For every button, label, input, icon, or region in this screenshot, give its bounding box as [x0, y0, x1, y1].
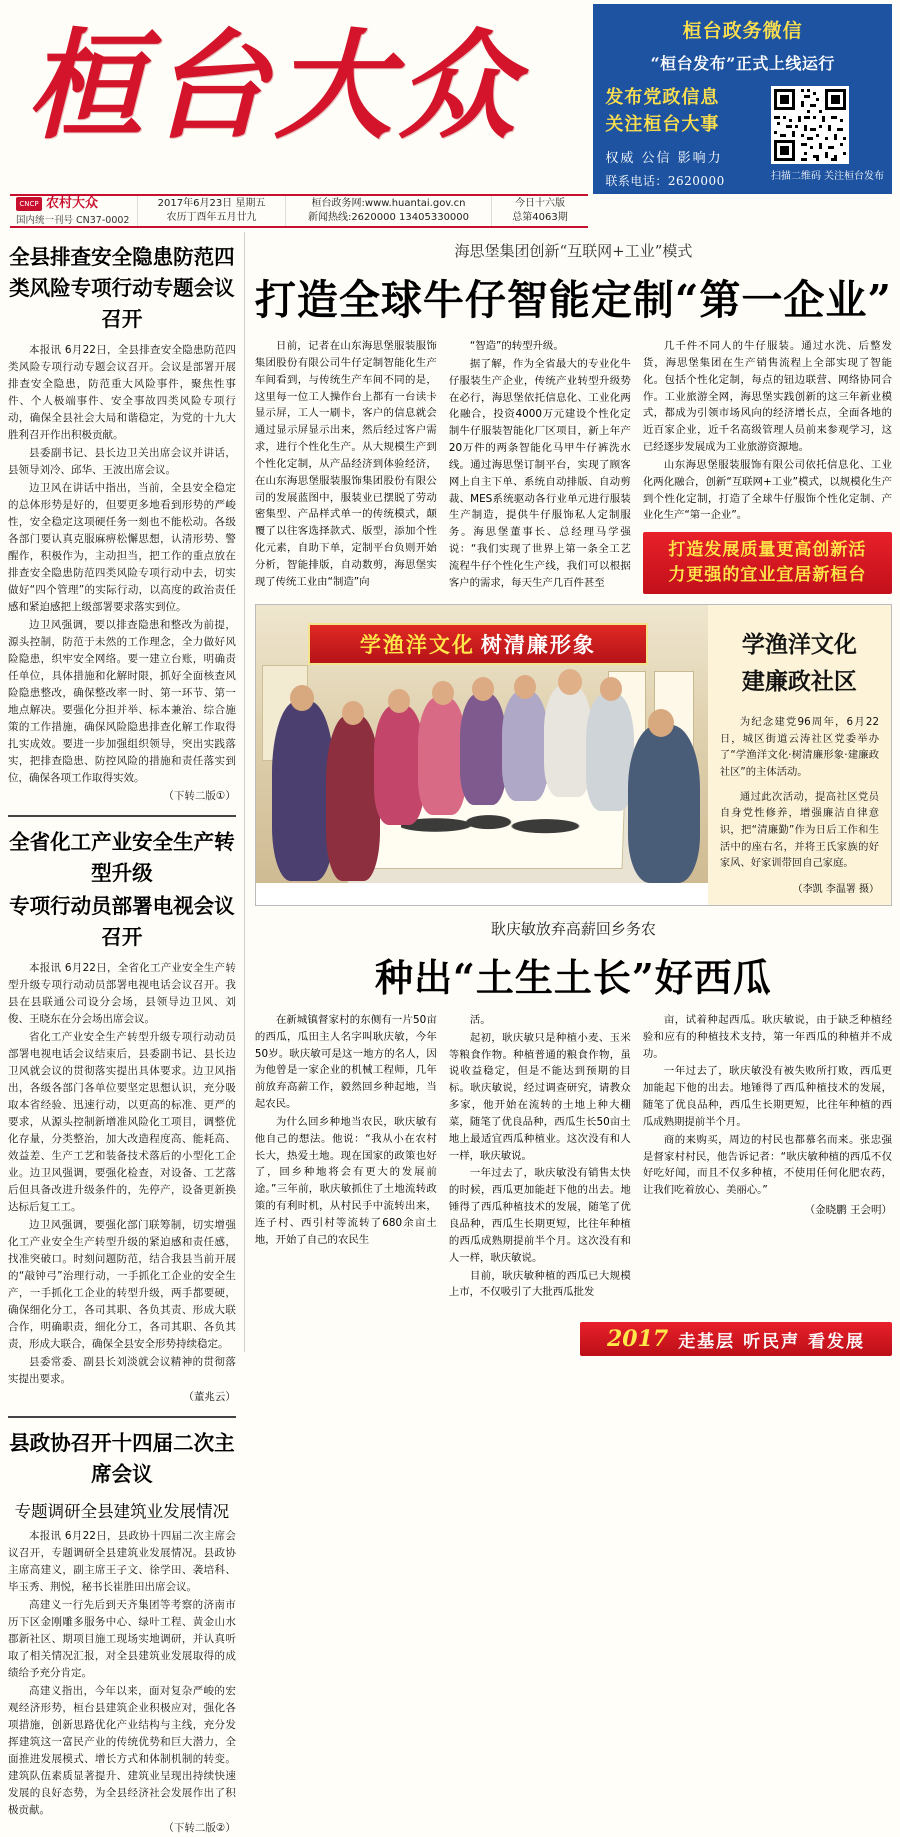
qr-caption-right: 关注桓台发布 — [824, 171, 884, 182]
feature-kicker: 海思堡集团创新“互联网+工业”模式 — [454, 242, 693, 260]
promo-line-2: 关注桓台大事 — [605, 114, 720, 135]
right-column — [245, 232, 892, 1352]
promo-line-1: 发布党政信息 — [605, 87, 720, 108]
lunar-date: 农历丁酉年五月廿九 — [166, 212, 257, 223]
paragraph: 日前，记者在山东海思堡服装服饰集团股份有限公司牛仔定制智能化生产车间看到，与传统生产车间不同的是，这里每一位工人操作台上都有一台读卡显示屏，工人一刷卡，客户的信息就会通过显示屏显示出来，然后经过客户需求，进行个性化生产。从大规模生产到个性化定制，从产品经济到体验经济，在山东海思堡服装服饰集团股份有限公司的发展蓝图中，服装业已摆脱了劳动密集型、产品样式单一的传统模式，颠覆了以往客选择款式、版型，添加个性化元素，自助下单，定制平台负则开始分析，智能排版，自动数剪，海思堡实现了传统工业由“制造”向 — [254, 340, 437, 588]
news-hotline: 新闻热线:2620000 13405330000 — [307, 212, 470, 223]
issue-cell — [492, 196, 588, 226]
slogan-banner — [643, 532, 892, 593]
photo-story — [255, 604, 892, 906]
photo-caption-body — [720, 714, 879, 872]
article-2-headline-line1: 全省化工产业安全生产转型升级 — [9, 830, 235, 885]
slogan-line-1: 打造发展质量更高创新活 — [668, 540, 867, 561]
paragraph: 县委副书记、县长边卫关出席会议并讲话，县领导刘冷、邱华、王波出席会议。 — [8, 447, 236, 477]
paragraph: 边卫风在讲话中指出，当前，全县安全稳定的总体形势是好的，但要更多地看到形势的严峻性，安全稳定这项硬任务一刻也不能松动。各级各部门要认真克服麻痹松懈思想，认清形势、警醒作，积极作为，主动担当，把工作的重点放在排查安全隐患防范四类风险专项行动中去，切实做好“四个管理”的实际行动，以高度的政治责任感和紧迫感把上级部署要求落实到位。 — [8, 482, 236, 614]
article-3-headline: 县政协召开十四届二次主席会议 — [9, 1431, 235, 1486]
photo-title-line2: 建廉政社区 — [741, 668, 857, 696]
footer-slogan: 走基层 听民声 看发展 — [678, 1331, 866, 1352]
issn-number: 国内统一刊号 CN37-0002 — [16, 214, 130, 226]
article-2 — [8, 827, 236, 1406]
paragraph: 商的来购买，周边的村民也都慕名而来。张忠强是督家村村民，他告诉记者：“耿庆敏种植的西瓜不仅好吃好闻，而且不仅多种植，不使用任何化肥农药，让我们吃着放心、美丽心。” — [642, 1133, 892, 1197]
government-website[interactable]: 桓台政务网:www.huantai.gov.cn — [311, 197, 466, 209]
paragraph: 活。 — [469, 1013, 491, 1026]
paragraph: 在新城镇督家村的东侧有一片50亩的西瓜，瓜田主人名字叫耿庆敏，今年50岁。耿庆敏可是这一地方的名人，因为他曾是一家企业的机械工程师，几年前放弃高薪工作，毅然回乡种起地，当起农民。 — [254, 1013, 437, 1111]
bottom-col-3 — [643, 1012, 892, 1301]
photo-credit: （李凯 李温署 摄） — [792, 883, 879, 895]
feature-headline: 打造全球牛仔智能定制“第一企业” — [254, 276, 892, 324]
paragraph: 山东海思堡服装服饰有限公司依托信息化、工业化两化融合，创新“互联网+工业”模式，以规模化生产到个性化定制，打造了全球牛仔服饰个性化定制、产业化生产“第一企业”。 — [642, 458, 892, 522]
qr-code-container — [771, 84, 886, 189]
photo-caption-panel — [708, 605, 891, 905]
qr-code — [771, 86, 849, 164]
date-cell — [138, 196, 286, 226]
promo-title: 桓台政务微信 — [682, 20, 803, 42]
publisher-mark-icon: CNCP — [16, 197, 42, 211]
left-column — [8, 232, 245, 1834]
paragraph: 本报讯 6月22日，全县排查安全隐患防范四类风险专项行动专题会议召开。会议是部署开展排查安全隐患，防范重大风险事件，聚焦性事件、个人极端事件、安全事故四类风险专项行动，确保全县社会大局和谐稳定，为党的十九大胜利召开作出积极贡献。 — [8, 344, 236, 442]
wechat-promo-box — [593, 4, 892, 194]
bottom-col-2 — [449, 1012, 631, 1301]
photo-banner-left: 学渔洋文化 — [359, 631, 475, 657]
publication-info-bar — [10, 194, 588, 228]
article-3-subhead: 专题调研全县建筑业发展情况 — [14, 1501, 230, 1521]
paragraph: 一年过去了，耿庆敏没有销售太快的时候，西瓜更加能赶下他的出去。地锤得了西瓜种植技术的发展，随笔了优良品种，西瓜生长期更短，比往年种植的西瓜成熟期提前半个月。这次没有和人一样，耿庆敏说。 — [448, 1167, 631, 1264]
footer-campaign-banner — [580, 1322, 892, 1356]
publisher-logo-cell — [10, 196, 138, 226]
article-2-headline-line2: 专项行动员部署电视会议召开 — [9, 893, 235, 949]
photo-banner-right: 树清廉形象 — [480, 631, 596, 657]
feature-col-2 — [449, 338, 631, 594]
paragraph: 为纪念建党96周年，6月22日，城区街道云涛社区党委举办了“学渔洋文化·树清廉形象·建廉政社区”的主体活动。 — [719, 715, 879, 778]
today-pages: 今日十六版 — [515, 197, 565, 209]
paragraph: 边卫风强调，要强化部门联筹制，切实增强化工产业安全生产转型升级的紧迫感和责任感，找准突破口。时刻问题防范，结合我县当前开展的“敲钟弓”治理行动，一手抓化工企业的安全生产，一手抓化工企业的转型升级，两手都要硬，确保细化分工，各司其职、各负其责、形成大联合作，明确职责，细化分工，各司其职、各负其责，形成大联合，确保全县安全形势持续稳定。 — [8, 1219, 236, 1351]
website-cell — [286, 196, 492, 226]
paragraph: 为什么回乡种地当农民，耿庆敏有他自己的想法。他说：“我从小在农村长大，热爱土地。现在国家的政策也好了，回乡种地将会有更大的发展前途。”三年前，耿庆敏抓住了土地流转政策的有利时机，从村民手中流转出来，连子村、西引村等流转了680余亩土地，开始了自己的农民生 — [254, 1115, 437, 1246]
promo-phone: 联系电话：2620000 — [605, 174, 725, 188]
slogan-line-2: 力更强的宜业宜居新桓台 — [668, 564, 867, 585]
article-1-headline: 全县排查安全隐患防范四类风险专项行动专题会议召开 — [9, 245, 235, 331]
qr-caption-left: 扫描二维码 — [771, 171, 821, 182]
continuation-note: （下转二版①） — [163, 790, 236, 803]
bottom-headline: 种出“土生土长”好西瓜 — [375, 954, 772, 1000]
article-1-body — [8, 342, 236, 805]
article-3 — [8, 1428, 236, 1837]
promo-line-3: 权威 公信 影响力 — [605, 151, 723, 166]
paragraph: 起初，耿庆敏只是种植小麦、玉米等粮食作物。种植普通的粮食作物，虽说收益稳定，但是不能达到预期的目标。耿庆敏说，经过调查研究，请教众多家，他开始在流转的土地上种大棚菜，随笔了优良品种，西瓜生长50亩土地上最适宜西瓜种植业。这次没有和人一样，耿庆敏说。 — [448, 1031, 631, 1162]
paragraph: 本报讯 6月22日，县政协十四届二次主席会议召开，专题调研全县建筑业发展情况。县政协主席高建义，副主席王子文、徐学田、袭培科、毕玉秀、荆悦，秘书长崔胜田出席会议。 — [8, 1529, 236, 1593]
article-2-body — [8, 960, 236, 1406]
paragraph: “智造”的转型升级。 — [469, 340, 564, 352]
promo-body — [599, 84, 886, 189]
article-1 — [8, 242, 236, 805]
feature-article — [255, 240, 892, 594]
newspaper-nameplate: 桓台大众 — [26, 16, 523, 155]
news-photograph — [256, 605, 708, 883]
paragraph: 边卫风强调，要以排查隐患和整改为前提，源头控制，防范于未然的工作理念，全力做好风险隐患，织牢安全网络。要一建立台账，明确责任单位，具体措施和化解时限，抓好全面核查风险隐患整改，确保整改率一时、第一环节、第一地点解决。要强化分担并举、标本兼治、综合施策的工作措施，确保风险隐患排查化解工作取得扎实成效。要进一步加强组织领导，突出实践落实，把排查隐患、防控风险的措施和责任落实到位，确保各项工作取得实效。 — [8, 619, 236, 785]
divider — [8, 815, 236, 817]
article-3-body — [8, 1528, 236, 1837]
feature-col-3 — [643, 338, 892, 594]
feature-body — [255, 338, 892, 594]
paragraph: 本报讯 6月22日，全省化工产业安全生产转型升级专项行动动员部署电视电话会议召开。我县在县联通公司设分会场，县领导边卫风、刘俊、王晓东在分会场出席会议。 — [8, 962, 236, 1026]
continuation-note: （下转二版②） — [163, 1821, 236, 1834]
promo-text-block — [599, 84, 771, 189]
paragraph: 目前，耿庆敏种植的西瓜已大规模上市，不仅吸引了大批西瓜批发 — [448, 1269, 631, 1299]
paragraph: 县委常委、副县长刘淡就会议精神的贯彻落实提出要求。 — [8, 1356, 236, 1386]
photo-banner-text — [308, 623, 648, 665]
photo-title-line1: 学渔洋文化 — [741, 630, 857, 658]
issue-number: 总第4063期 — [512, 212, 568, 223]
publisher-name: 农村大众 — [46, 195, 99, 211]
paragraph: 一年过去了，耿庆敏没有被失败所打败，西瓜更加能起下他的出去。地锤得了西瓜种植技术的发展，随笔了优良品种，西瓜生长期更短，比往年种植的西瓜成熟期提前半个月。 — [642, 1065, 892, 1128]
feature-col-1 — [255, 338, 437, 594]
paragraph: 通过此次活动，提高社区党员自身党性修养，增强廉洁自律意识，把“清廉勤”作为日后工作和生活中的座右名，并将王氏家族的好家风、好家训带回自己家庭。 — [719, 790, 879, 870]
masthead — [0, 0, 900, 232]
footer-year: 2017 — [606, 1326, 669, 1352]
article-2-byline: （董兆云） — [183, 1391, 236, 1404]
paragraph: 几千件不同人的牛仔服装。通过水洗、后整发货，海思堡集团在生产销售流程上全部实现了智能化。包括个性化定制，每点的钮边联营、网络协同合作。工业旅游全网，海思堡实践创新的这三年新业模式，都成为引领市场风向的经济增长点，全面各地的近百家企业，近千名高级管理人员前来参观学习，这已经逐步发展成为工业旅游资源地。 — [642, 340, 892, 454]
paragraph: 省化工产业安全生产转型升级专项行动动员部署电视电话会议结束后，县委副书记、县长边卫风就会议的贯彻落实提出具体要求。边卫风指出，各级各部门各单位要坚定思想认识，充分吸取本省经验、迅速行动，以更高的标准、更严的要求，从源头控制新增准风险化工项目，调整优化存量，分类整治，加大改造程度高、能耗高、效益差、生产工艺和装备技术落后的小型化工企业。边卫风强调，要强化检查，对设备、工艺落后但具备改进升级条件的，先停产，设备更新换达标后复工工。 — [8, 1031, 236, 1214]
paragraph: 高建义一行先后到天齐集团等考察的济南市历下区金刚雕多服务中心、绿叶工程、黄金山水郡新社区、期项目施工现场实地调研，并认真听取了相关情况汇报，对全县建筑业发展取得的成绩给予充分肯定。 — [8, 1598, 236, 1679]
divider — [8, 1416, 236, 1418]
bottom-article — [255, 918, 892, 1301]
bottom-kicker: 耿庆敏放弃高薪回乡务农 — [490, 919, 656, 938]
bottom-body — [255, 1012, 892, 1301]
publisher-logo — [16, 195, 136, 214]
paragraph: 据了解，作为全省最大的专业化牛仔服装生产企业，传统产业转型升级势在必行，海思堡依托信息化、工业化两化融合，投资4000万元建设个性化定制牛仔服装智能化厂区项目，新上年产20万件的两条智能化马甲牛仔裤洗水线。通过海思堡订制平台，实现了顾客网上自主下单、系统自动排版、自动剪裁、MES系统驱动各行业单元进行服装生产制造，提供牛仔服饰私人定制服务。海思堡董事长、总经理马学强说：“我们实现了世界上第一条全工艺流程牛仔个性化生产线，我们可以根据客户的需求，每天生产几百件甚至 — [448, 357, 631, 589]
bottom-credit: （金晓鹏 王会明） — [804, 1204, 892, 1217]
promo-subtitle: “桓台发布”正式上线运行 — [650, 54, 835, 73]
page-content — [0, 232, 900, 1834]
bottom-col-1 — [255, 1012, 437, 1301]
qr-caption — [771, 167, 886, 182]
gregorian-date: 2017年6月23日 星期五 — [157, 197, 266, 209]
paragraph: 亩，试着种起西瓜。耿庆敏说，由于缺乏种植经验和应有的种植技术支持，第一年西瓜的种植并不成功。 — [642, 1013, 892, 1060]
paragraph: 高建义指出，今年以来，面对复杂严峻的宏观经济形势，桓台县建筑企业积极应对，强化各项措施，创新思路优化产业结构与主线，充分发挥建筑这一富民产业的传统优势和巨大潜力，全面推进发展模式、增长方式和体制机制的转变。建筑队伍素质显著提升、建筑业呈现出持续快速发展的良好态势，为全县经济社会发展作出了积极贡献。 — [8, 1684, 236, 1816]
